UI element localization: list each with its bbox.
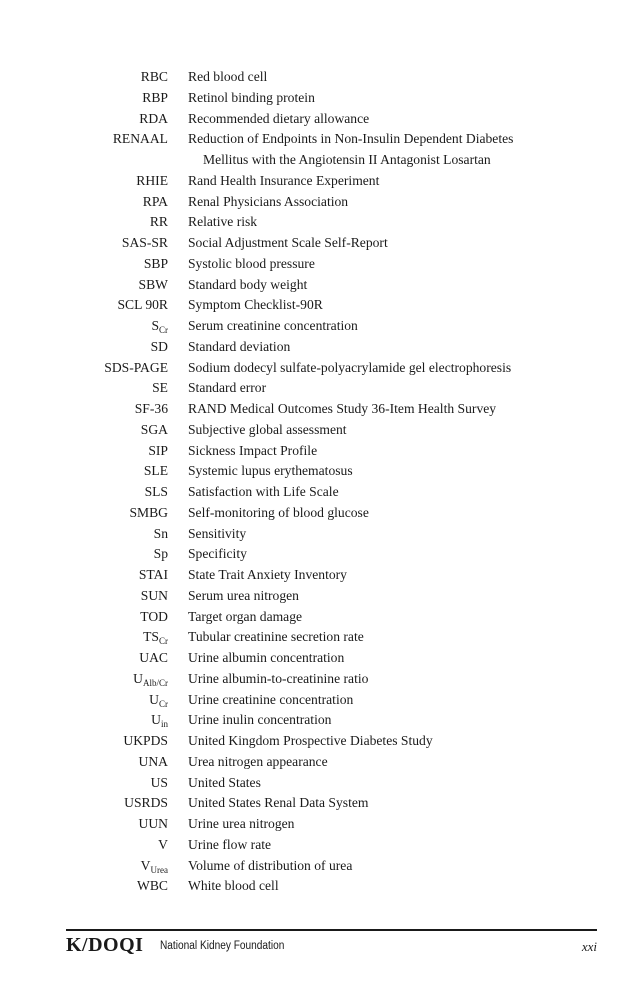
abbreviation-term: [0, 337, 168, 358]
definition-text: Tubular creatinine secretion rate: [188, 629, 364, 645]
abbreviation-row: [0, 627, 638, 648]
definition-text: Volume of distribution of urea: [188, 857, 353, 873]
definition-text: United Kingdom Prospective Diabetes Study: [188, 733, 433, 748]
page-number: xxi: [581, 939, 597, 954]
abbreviation-text: U: [133, 670, 143, 686]
abbreviation-row: [0, 793, 638, 814]
abbreviation-definition: [188, 710, 608, 731]
definition-text: Self-monitoring of blood glucose: [188, 504, 369, 520]
abbreviation-definition: [188, 358, 608, 379]
abbreviation-row: [0, 192, 638, 213]
abbreviation-row: [0, 316, 638, 337]
abbreviation-term: [0, 773, 168, 794]
definition-text: Standard deviation: [188, 338, 291, 354]
abbreviation-row: [0, 814, 638, 835]
kdoqi-logo: K/DOQI: [66, 934, 144, 956]
abbreviation-row: [0, 129, 638, 171]
abbreviation-term: [0, 192, 168, 213]
abbreviation-term: [0, 669, 168, 690]
abbreviation-text: UAC: [139, 650, 168, 665]
abbreviation-definition: [188, 814, 608, 835]
abbreviation-text: UNA: [138, 753, 168, 769]
abbreviation-definition: [188, 524, 608, 545]
abbreviation-term: [0, 793, 168, 814]
abbreviation-definition: [188, 648, 608, 669]
abbreviation-row: [0, 876, 638, 897]
abbreviation-text: SF-36: [134, 401, 168, 416]
abbreviation-definition: [188, 378, 608, 399]
definition-text: Urea nitrogen appearance: [188, 753, 328, 769]
abbreviation-row: [0, 586, 638, 607]
abbreviation-text: UKPDS: [123, 733, 168, 748]
abbreviation-text: SGA: [140, 421, 168, 437]
abbreviation-term: [0, 607, 168, 628]
abbreviation-definition: [188, 669, 608, 690]
abbreviation-row: [0, 212, 638, 233]
definition-text: State Trait Anxiety Inventory: [188, 567, 347, 582]
abbreviation-term: [0, 814, 168, 835]
abbreviation-term: [0, 690, 168, 711]
abbreviation-row: [0, 503, 638, 524]
definition-text: Subjective global assessment: [188, 421, 347, 437]
definition-text: Urine creatinine concentration: [188, 691, 354, 707]
abbreviation-text: SDS-PAGE: [104, 359, 168, 375]
definition-text: Sensitivity: [188, 525, 247, 541]
abbreviation-text: SBW: [138, 276, 168, 292]
definition-text: Satisfaction with Life Scale: [188, 484, 339, 499]
abbreviation-row: [0, 482, 638, 503]
definition-text: Reduction of Endpoints in Non-Insulin Dependent Diabetes: [188, 131, 514, 147]
abbreviation-term: [0, 295, 168, 316]
definition-text: Red blood cell: [188, 69, 268, 84]
abbreviation-text: WBC: [137, 878, 168, 894]
abbreviation-row: [0, 648, 638, 669]
abbreviation-term: [0, 67, 168, 88]
abbreviation-row: [0, 295, 638, 316]
abbreviation-row: [0, 233, 638, 254]
abbreviation-definition: [188, 316, 608, 337]
abbreviation-text: SCL 90R: [117, 297, 168, 313]
abbreviation-definition: [188, 212, 608, 233]
abbreviation-definition: [188, 607, 608, 628]
abbreviation-definition: [188, 461, 608, 482]
abbreviation-text: SAS-SR: [121, 235, 168, 250]
abbreviation-row: [0, 358, 638, 379]
abbreviation-text: Sp: [153, 546, 168, 562]
abbreviation-term: [0, 627, 168, 648]
abbreviation-definition: [188, 254, 608, 275]
abbreviation-term: [0, 212, 168, 233]
abbreviation-subscript: Alb/Cr: [142, 677, 168, 688]
abbreviation-text: RR: [149, 214, 168, 230]
abbreviation-term: [0, 420, 168, 441]
abbreviation-term: [0, 316, 168, 337]
abbreviation-text: RBP: [142, 89, 168, 105]
definition-text: Urine albumin-to-creatinine ratio: [188, 670, 369, 686]
abbreviation-text: USRDS: [124, 795, 168, 811]
definition-text: Social Adjustment Scale Self-Report: [188, 235, 388, 250]
abbreviation-term: [0, 710, 168, 731]
abbreviation-definition: [188, 856, 608, 877]
definition-text: United States: [188, 774, 261, 790]
abbreviation-row: [0, 109, 638, 130]
definition-text: Recommended dietary allowance: [188, 110, 370, 126]
abbreviation-definition: [188, 627, 608, 648]
abbreviation-definition: [188, 482, 608, 503]
abbreviation-text: RENAAL: [112, 131, 168, 147]
abbreviation-definition: [188, 275, 608, 296]
definition-text: Symptom Checklist-90R: [188, 297, 323, 313]
definition-text: Target organ damage: [188, 608, 303, 624]
definition-text: White blood cell: [188, 878, 279, 894]
abbreviation-term: [0, 586, 168, 607]
abbreviation-definition: [188, 503, 608, 524]
abbreviation-definition: [188, 233, 608, 254]
abbreviation-row: [0, 690, 638, 711]
abbreviation-term: [0, 876, 168, 897]
abbreviation-text: SE: [152, 380, 168, 396]
abbreviation-definition: [188, 171, 608, 192]
abbreviation-row: [0, 67, 638, 88]
abbreviation-term: [0, 441, 168, 462]
abbreviation-term: [0, 358, 168, 379]
abbreviation-definition: [188, 295, 608, 316]
abbreviation-term: [0, 378, 168, 399]
definition-text: Standard error: [188, 380, 267, 396]
abbreviation-definition: [188, 565, 608, 586]
abbreviation-term: [0, 544, 168, 565]
abbreviation-row: [0, 254, 638, 275]
definition-text: Serum urea nitrogen: [188, 587, 299, 603]
abbreviation-row: [0, 171, 638, 192]
definition-text: Sickness Impact Profile: [188, 442, 318, 458]
abbreviation-row: [0, 856, 638, 877]
abbreviation-row: [0, 565, 638, 586]
definition-text: Renal Physicians Association: [188, 193, 349, 209]
abbreviation-term: [0, 482, 168, 503]
abbreviation-definition: [188, 420, 608, 441]
abbreviation-text: SD: [150, 338, 168, 354]
abbreviation-row: [0, 399, 638, 420]
abbreviation-text: U: [149, 691, 159, 707]
abbreviation-definition: [188, 337, 608, 358]
abbreviation-term: [0, 731, 168, 752]
definition-text: Standard body weight: [188, 276, 308, 292]
abbreviation-text: US: [150, 774, 168, 790]
abbreviation-text: S: [151, 318, 159, 333]
abbreviation-definition: [188, 773, 608, 794]
abbreviation-text: RBC: [140, 69, 168, 84]
abbreviation-text: SLS: [144, 484, 168, 499]
abbreviation-text: SBP: [143, 255, 168, 271]
definition-text: Systolic blood pressure: [188, 255, 315, 271]
abbreviation-row: [0, 669, 638, 690]
definition-text: Retinol binding protein: [188, 89, 315, 105]
abbreviation-text: SLE: [143, 463, 168, 479]
abbreviation-row: [0, 441, 638, 462]
abbreviation-text: UUN: [138, 816, 168, 831]
abbreviation-text: V: [158, 836, 168, 852]
abbreviation-row: [0, 337, 638, 358]
abbreviation-term: [0, 648, 168, 669]
abbreviation-term: [0, 233, 168, 254]
organization-name: National Kidney Foundation: [160, 940, 285, 952]
abbreviation-row: [0, 752, 638, 773]
abbreviation-definition: [188, 441, 608, 462]
abbreviation-subscript: Urea: [150, 864, 168, 875]
definition-text: Serum creatinine concentration: [188, 318, 358, 333]
page-footer: [66, 936, 597, 960]
abbreviation-definition: [188, 399, 608, 420]
abbreviation-term: [0, 503, 168, 524]
abbreviation-subscript: in: [160, 719, 168, 730]
abbreviation-row: [0, 835, 638, 856]
abbreviation-definition: [188, 752, 608, 773]
abbreviation-term: [0, 835, 168, 856]
abbreviation-text: SMBG: [129, 504, 168, 520]
abbreviation-row: [0, 88, 638, 109]
abbreviation-term: [0, 461, 168, 482]
abbreviation-definition: [188, 793, 608, 814]
abbreviation-row: [0, 524, 638, 545]
abbreviation-term: [0, 171, 168, 192]
abbreviation-text: RPA: [142, 193, 168, 209]
definition-text: Urine urea nitrogen: [188, 816, 295, 831]
abbreviation-text: RDA: [139, 110, 168, 126]
abbreviation-definition: [188, 835, 608, 856]
definition-text: Specificity: [188, 546, 247, 562]
abbreviation-text: V: [140, 857, 151, 873]
abbreviation-term: [0, 275, 168, 296]
definition-text: RAND Medical Outcomes Study 36-Item Health Survey: [188, 401, 497, 416]
definition-text: Urine flow rate: [188, 836, 272, 852]
abbreviation-definition: [188, 67, 608, 88]
abbreviation-definition: [188, 192, 608, 213]
abbreviation-text: TOD: [140, 608, 168, 624]
abbreviation-text: STAI: [138, 567, 168, 582]
abbreviation-definition: [188, 109, 608, 130]
abbreviation-term: [0, 524, 168, 545]
abbreviation-row: [0, 731, 638, 752]
abbreviation-text: RHIE: [136, 172, 168, 188]
definition-text: United States Renal Data System: [188, 795, 369, 811]
abbreviation-definition: [188, 876, 608, 897]
abbreviation-row: [0, 710, 638, 731]
abbreviation-row: [0, 275, 638, 296]
abbreviation-row: [0, 773, 638, 794]
abbreviation-text: SUN: [140, 587, 168, 603]
definition-text: Systemic lupus erythematosus: [188, 463, 353, 479]
abbreviation-definition: [188, 690, 608, 711]
abbreviation-term: [0, 109, 168, 130]
abbreviation-row: [0, 420, 638, 441]
abbreviation-term: [0, 129, 168, 150]
abbreviation-subscript: Cr: [159, 636, 168, 647]
abbreviation-definition: [188, 129, 608, 171]
abbreviation-text: U: [151, 712, 161, 728]
footer-rule: [66, 929, 597, 931]
abbreviation-definition: [188, 586, 608, 607]
abbreviation-definition: [188, 88, 608, 109]
abbreviation-row: [0, 378, 638, 399]
definition-continuation: Mellitus with the Angiotensin II Antagonist Losartan: [203, 152, 491, 167]
abbreviation-subscript: Cr: [159, 698, 168, 709]
abbreviation-definition: [188, 544, 608, 565]
abbreviation-row: [0, 607, 638, 628]
definition-text: Sodium dodecyl sulfate-polyacrylamide gel electrophoresis: [188, 359, 512, 375]
abbreviation-text: TS: [143, 629, 159, 645]
definition-text: Rand Health Insurance Experiment: [188, 172, 380, 188]
abbreviation-list: [0, 67, 638, 897]
definition-text: Urine inulin concentration: [188, 712, 332, 728]
abbreviation-term: [0, 856, 168, 877]
abbreviation-subscript: Cr: [159, 325, 168, 335]
abbreviation-row: [0, 461, 638, 482]
abbreviation-definition: [188, 731, 608, 752]
definition-text: Urine albumin concentration: [188, 650, 345, 665]
abbreviation-term: [0, 399, 168, 420]
abbreviation-text: SIP: [148, 442, 168, 458]
abbreviation-row: [0, 544, 638, 565]
abbreviation-text: Sn: [153, 525, 168, 541]
abbreviation-term: [0, 254, 168, 275]
abbreviation-term: [0, 752, 168, 773]
definition-text: Relative risk: [188, 214, 258, 230]
abbreviation-term: [0, 565, 168, 586]
abbreviation-term: [0, 88, 168, 109]
